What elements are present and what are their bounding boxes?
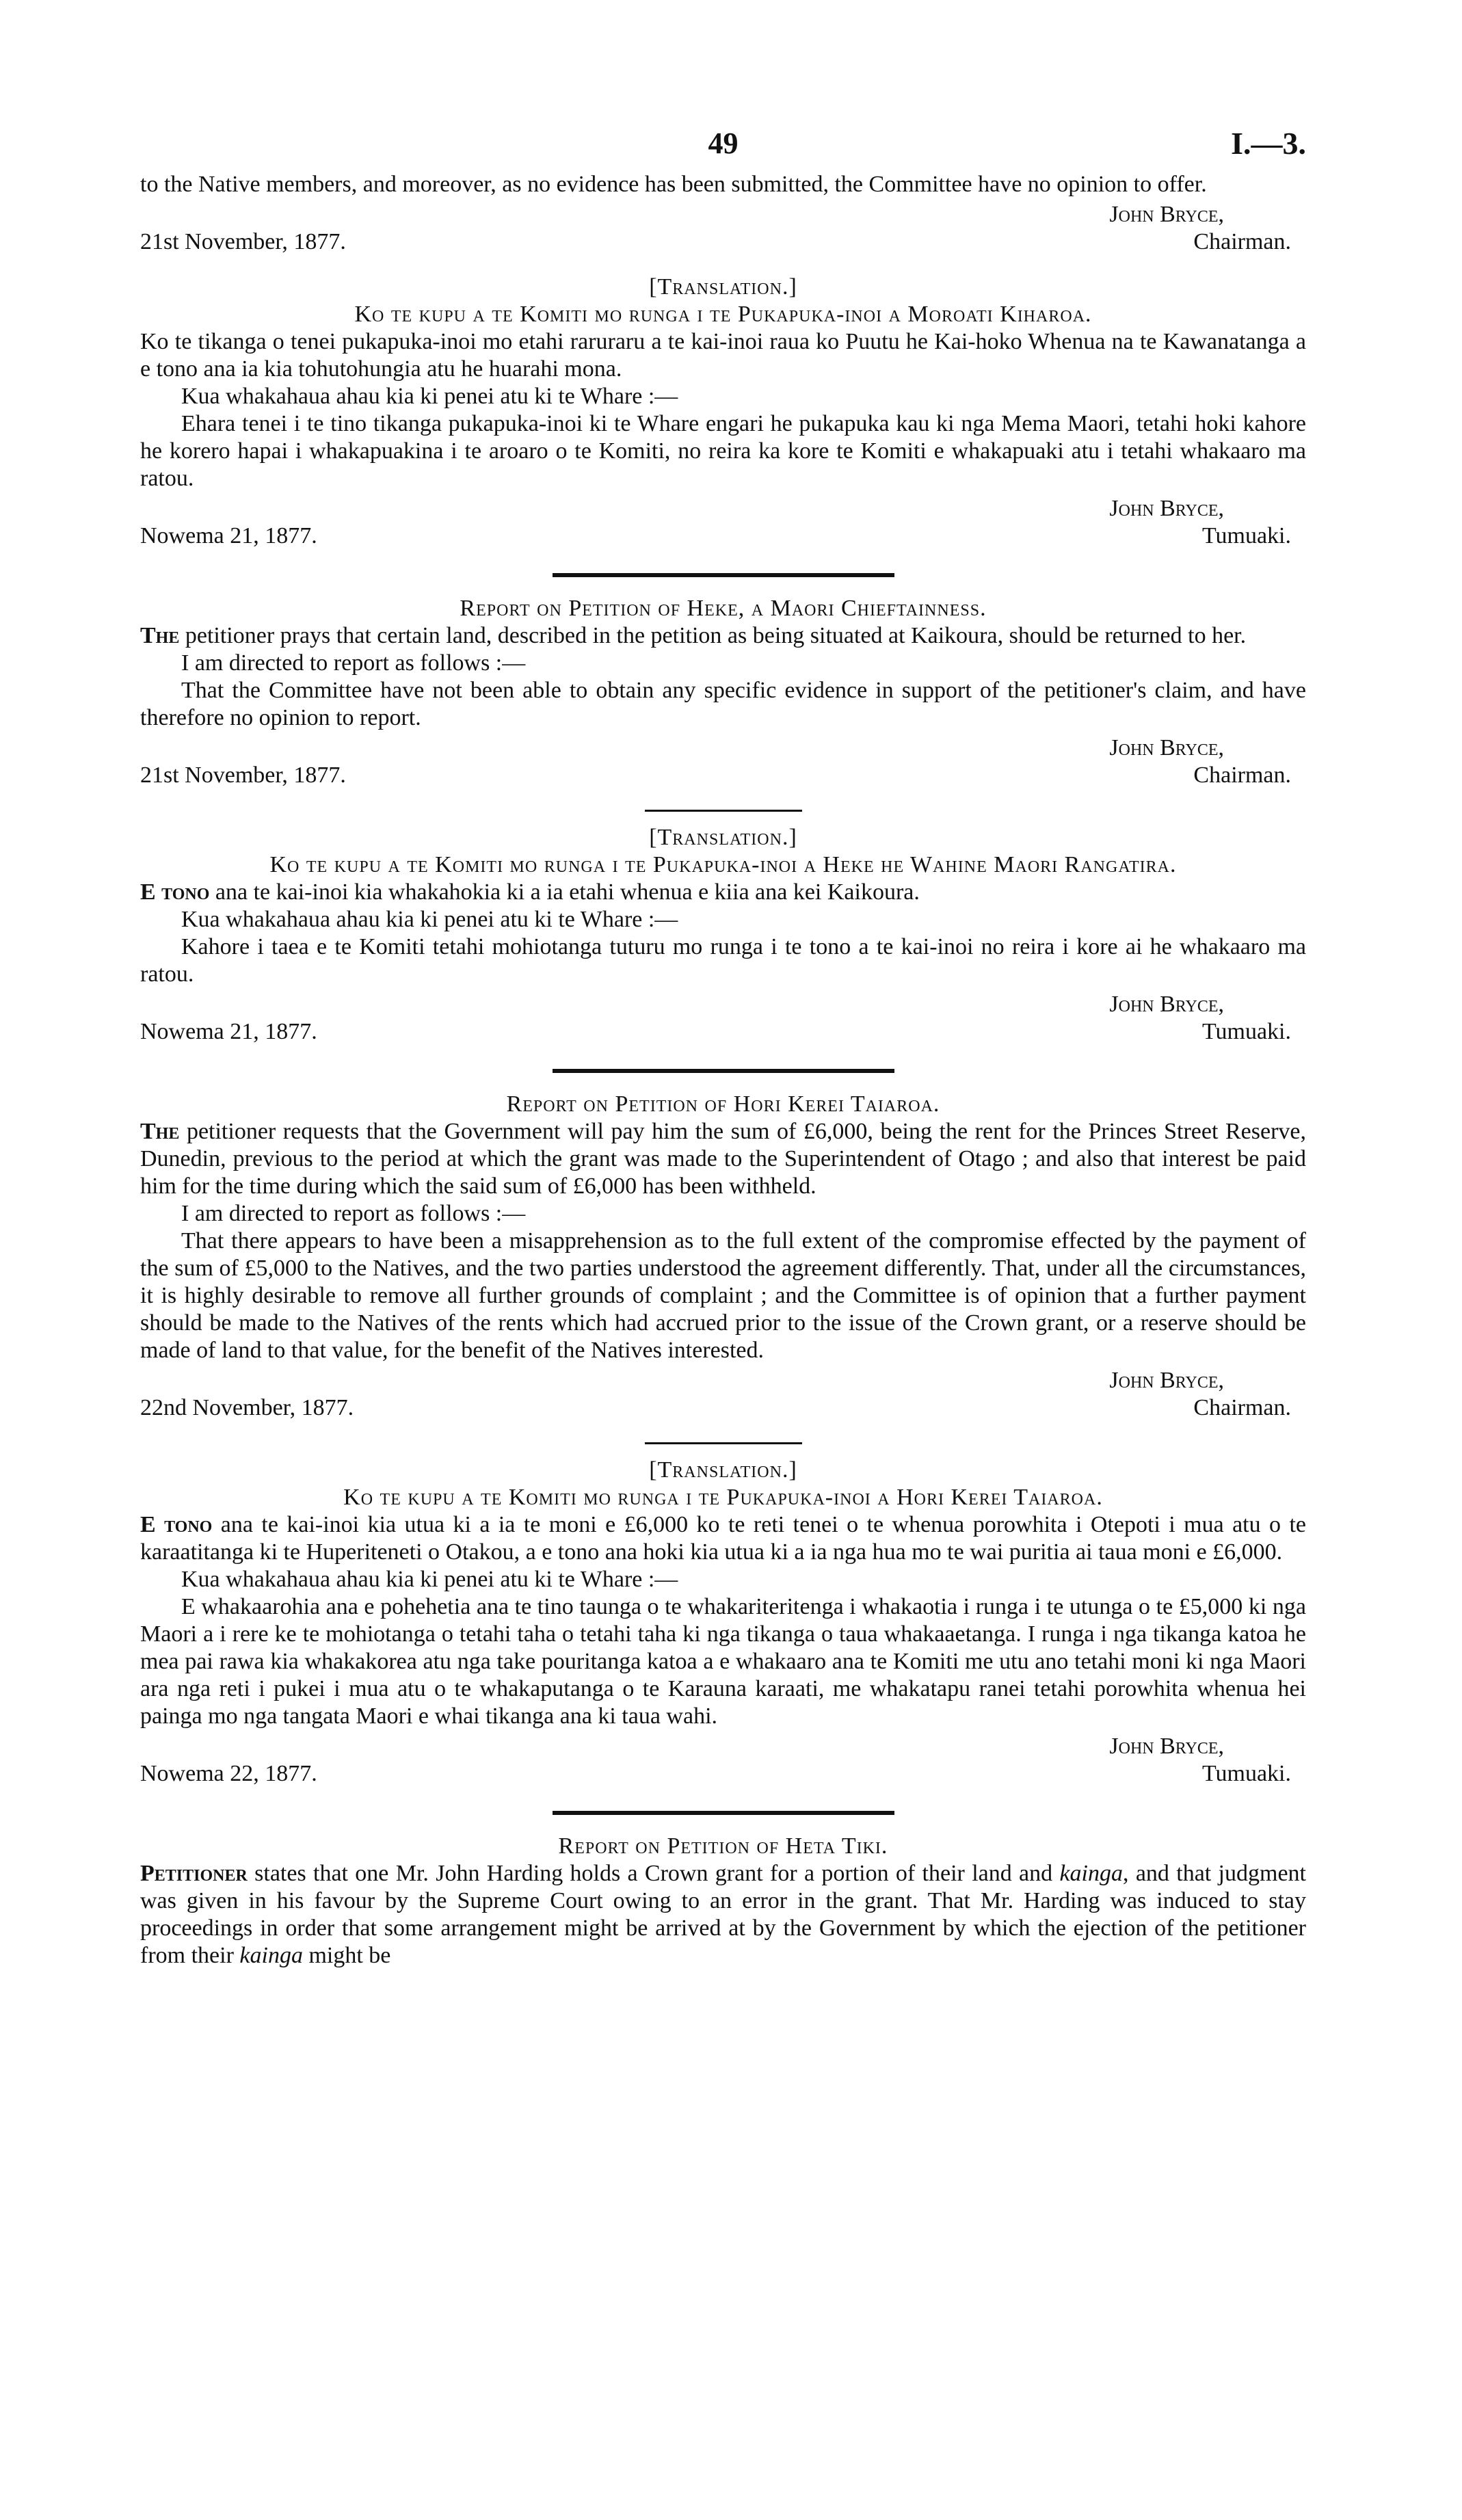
paragraph-text: ana te kai-inoi kia whakahokia ki a ia etahi whenua e kiia ana kei Kaikoura. [215, 879, 920, 905]
signatory-role: Tumuaki. [1201, 523, 1291, 548]
signature-block [140, 734, 1306, 789]
page-header [140, 116, 1306, 171]
paragraph: That the Committee have not been able to obtain any specific evidence in support of the petitioner's claim, and have therefore no opinion to report. [140, 678, 1306, 730]
lead-word: E tono [140, 1512, 213, 1537]
paragraph: That there appears to have been a misapprehension as to the full extent of the compromise effected by the payment of the sum of £5,000 to the Natives, and the two parties understood the agreement differently. That, under all the circumstances, it is highly desirable to remove all further grounds of complaint ; and the Committee is of opinion that a further payment should be made to the Natives of the rents which had accrued prior to the issue of the Crown grant, or a reserve should be made of land to that value, for the benefit of the Natives interested. [140, 1228, 1306, 1363]
paragraph: Ko te tikanga o tenei pukapuka-inoi mo etahi raruraru a te kai-inoi raua ko Puutu he Kai-hoko Whenua na te Kawanatanga a e tono ana ia kia tohutohungia atu he huarahi mona. [140, 329, 1306, 382]
translation-heading: Ko te kupu a te Komiti mo runga i te Pukapuka-inoi a Moroati Kiharoa. [354, 302, 1092, 327]
section-divider [553, 1811, 894, 1815]
signatory-role: Chairman. [1193, 1395, 1291, 1420]
signature-date: Nowema 21, 1877. [140, 523, 317, 548]
paragraph-text: petitioner prays that certain land, described in the petition as being situated at Kaikoura, should be returned to her. [185, 623, 1247, 648]
paragraph: Kua whakahaua ahau kia ki penei atu ki te Whare :— [181, 384, 678, 409]
signatory-name: John Bryce, [1109, 202, 1224, 227]
lead-word: The [140, 1119, 180, 1144]
translation-divider [645, 1442, 802, 1444]
signature-date: Nowema 21, 1877. [140, 1019, 317, 1044]
translation-tag: [Translation.] [649, 1457, 797, 1483]
lead-word: The [140, 623, 180, 648]
translation-heading: Ko te kupu a te Komiti mo runga i te Pukapuka-inoi a Heke he Wahine Maori Rangatira. [269, 852, 1177, 877]
paragraph-text: petitioner requests that the Government will pay him the sum of £6,000, being the rent for the Princes Street Reserve, Dunedin, previous to the period at which the grant was made to the Superintendent of Otago ; and also that interest be paid him for the time during which the said sum of £6,000 has been withheld. [140, 1119, 1306, 1199]
paragraph [140, 622, 1306, 650]
page-number: 49 [708, 127, 739, 160]
emphasis-word: kainga [239, 1943, 303, 1968]
signature-date: Nowema 22, 1877. [140, 1761, 317, 1786]
signatory-name: John Bryce, [1109, 1734, 1224, 1759]
paragraph [140, 1860, 1306, 1969]
signature-block [140, 495, 1306, 550]
paragraph [140, 1118, 1306, 1200]
paragraph: Kua whakahaua ahau kia ki penei atu ki te Whare :— [181, 1567, 678, 1592]
paragraph: Kahore i taea e te Komiti tetahi mohiotanga tuturu mo runga i te tono a te kai-inoi no reira i kore ai he whakaaro ma ratou. [140, 934, 1306, 987]
report-heading: Report on Petition of Hori Kerei Taiaroa. [506, 1091, 940, 1117]
signatory-name: John Bryce, [1109, 1368, 1224, 1393]
lead-word: E tono [140, 879, 210, 905]
translation-tag: [Translation.] [649, 274, 797, 300]
section-divider [553, 1069, 894, 1073]
signature-block [140, 1733, 1306, 1788]
paragraph-text: ana te kai-inoi kia utua ki a ia te moni e £6,000 ko te reti tenei o te whenua porowhita i Otepoti i mua atu o te karaatitanga ki te Huperiteneti o Otakou, a e tono ana hoki kia utua ki a ia nga hua mo te wai puritia ai taua moni e £6,000. [140, 1512, 1307, 1565]
signatory-role: Chairman. [1193, 762, 1291, 788]
translation-tag: [Translation.] [649, 825, 797, 850]
signatory-role: Chairman. [1193, 229, 1291, 254]
translation-divider [645, 810, 802, 812]
section-divider [553, 573, 894, 577]
signature-date: 21st November, 1877. [140, 762, 346, 788]
paragraph: I am directed to report as follows :— [181, 650, 526, 676]
paragraph: Kua whakahaua ahau kia ki penei atu ki te Whare :— [181, 907, 678, 932]
continuation-paragraph: to the Native members, and moreover, as no evidence has been submitted, the Committee have no opinion to offer. [140, 172, 1207, 197]
signature-date: 21st November, 1877. [140, 229, 346, 254]
signature-date: 22nd November, 1877. [140, 1395, 354, 1420]
signatory-name: John Bryce, [1109, 496, 1224, 521]
paragraph: E whakaarohia ana e pohehetia ana te tino taunga o te whakariteritenga i whakaotia i runga i te utunga o te £5,000 ki nga Maori a i rere ke te mohiotanga o tetahi taha o tetahi taha ki nga tikanga o taua whakaaetanga. I runga i nga tikanga katoa he mea pai rawa kia whakakorea atu nga take pouritanga katoa a e whakaaro ana te Komiti me utu ano tetahi moni ki nga Maori ara nga reti i pukei i mua atu o te whakaputanga o te Karauna karaati, me whakatapu ranei tetahi porowhita whenua hei painga mo nga tangata Maori e whai tikanga ana ki taua wahi. [140, 1594, 1306, 1729]
signatory-role: Tumuaki. [1201, 1019, 1291, 1044]
document-reference: I.—3. [1231, 126, 1306, 161]
signature-block [140, 1367, 1306, 1422]
paragraph-text: might be [308, 1943, 391, 1968]
paragraph [140, 1511, 1306, 1566]
paragraph-text: states that one Mr. John Harding holds a Crown grant for a portion of their land and [254, 1861, 1053, 1886]
translation-heading: Ko te kupu a te Komiti mo runga i te Pukapuka-inoi a Hori Kerei Taiaroa. [343, 1485, 1103, 1510]
report-heading: Report on Petition of Heta Tiki. [558, 1833, 888, 1859]
paragraph: I am directed to report as follows :— [181, 1201, 526, 1226]
paragraph: Ehara tenei i te tino tikanga pukapuka-inoi ki te Whare engari he pukapuka kau ki nga Mema Maori, tetahi hoki kahore he korero hapai i whakapuakina i te aroaro o te Komiti, no reira ka kore te Komiti e whakapuaki atu i tetahi whakaaro ma ratou. [140, 411, 1306, 491]
signatory-name: John Bryce, [1109, 735, 1224, 760]
signatory-name: John Bryce, [1109, 992, 1224, 1017]
paragraph-text: , and that judgment was given in his favour by the Supreme Court owing to an error in the grant. That Mr. Harding was induced to stay proceedings in order that some arrangement might be arrived at by the Government by which the ejection of the petitioner from their [140, 1861, 1306, 1968]
paragraph [140, 879, 1306, 906]
signatory-role: Tumuaki. [1201, 1761, 1291, 1786]
document-page [140, 116, 1306, 1969]
emphasis-word: kainga [1059, 1861, 1124, 1886]
signature-block [140, 201, 1306, 256]
lead-word: Petitioner [140, 1861, 248, 1886]
report-heading: Report on Petition of Heke, a Maori Chieftainness. [460, 596, 987, 621]
signature-block [140, 991, 1306, 1046]
